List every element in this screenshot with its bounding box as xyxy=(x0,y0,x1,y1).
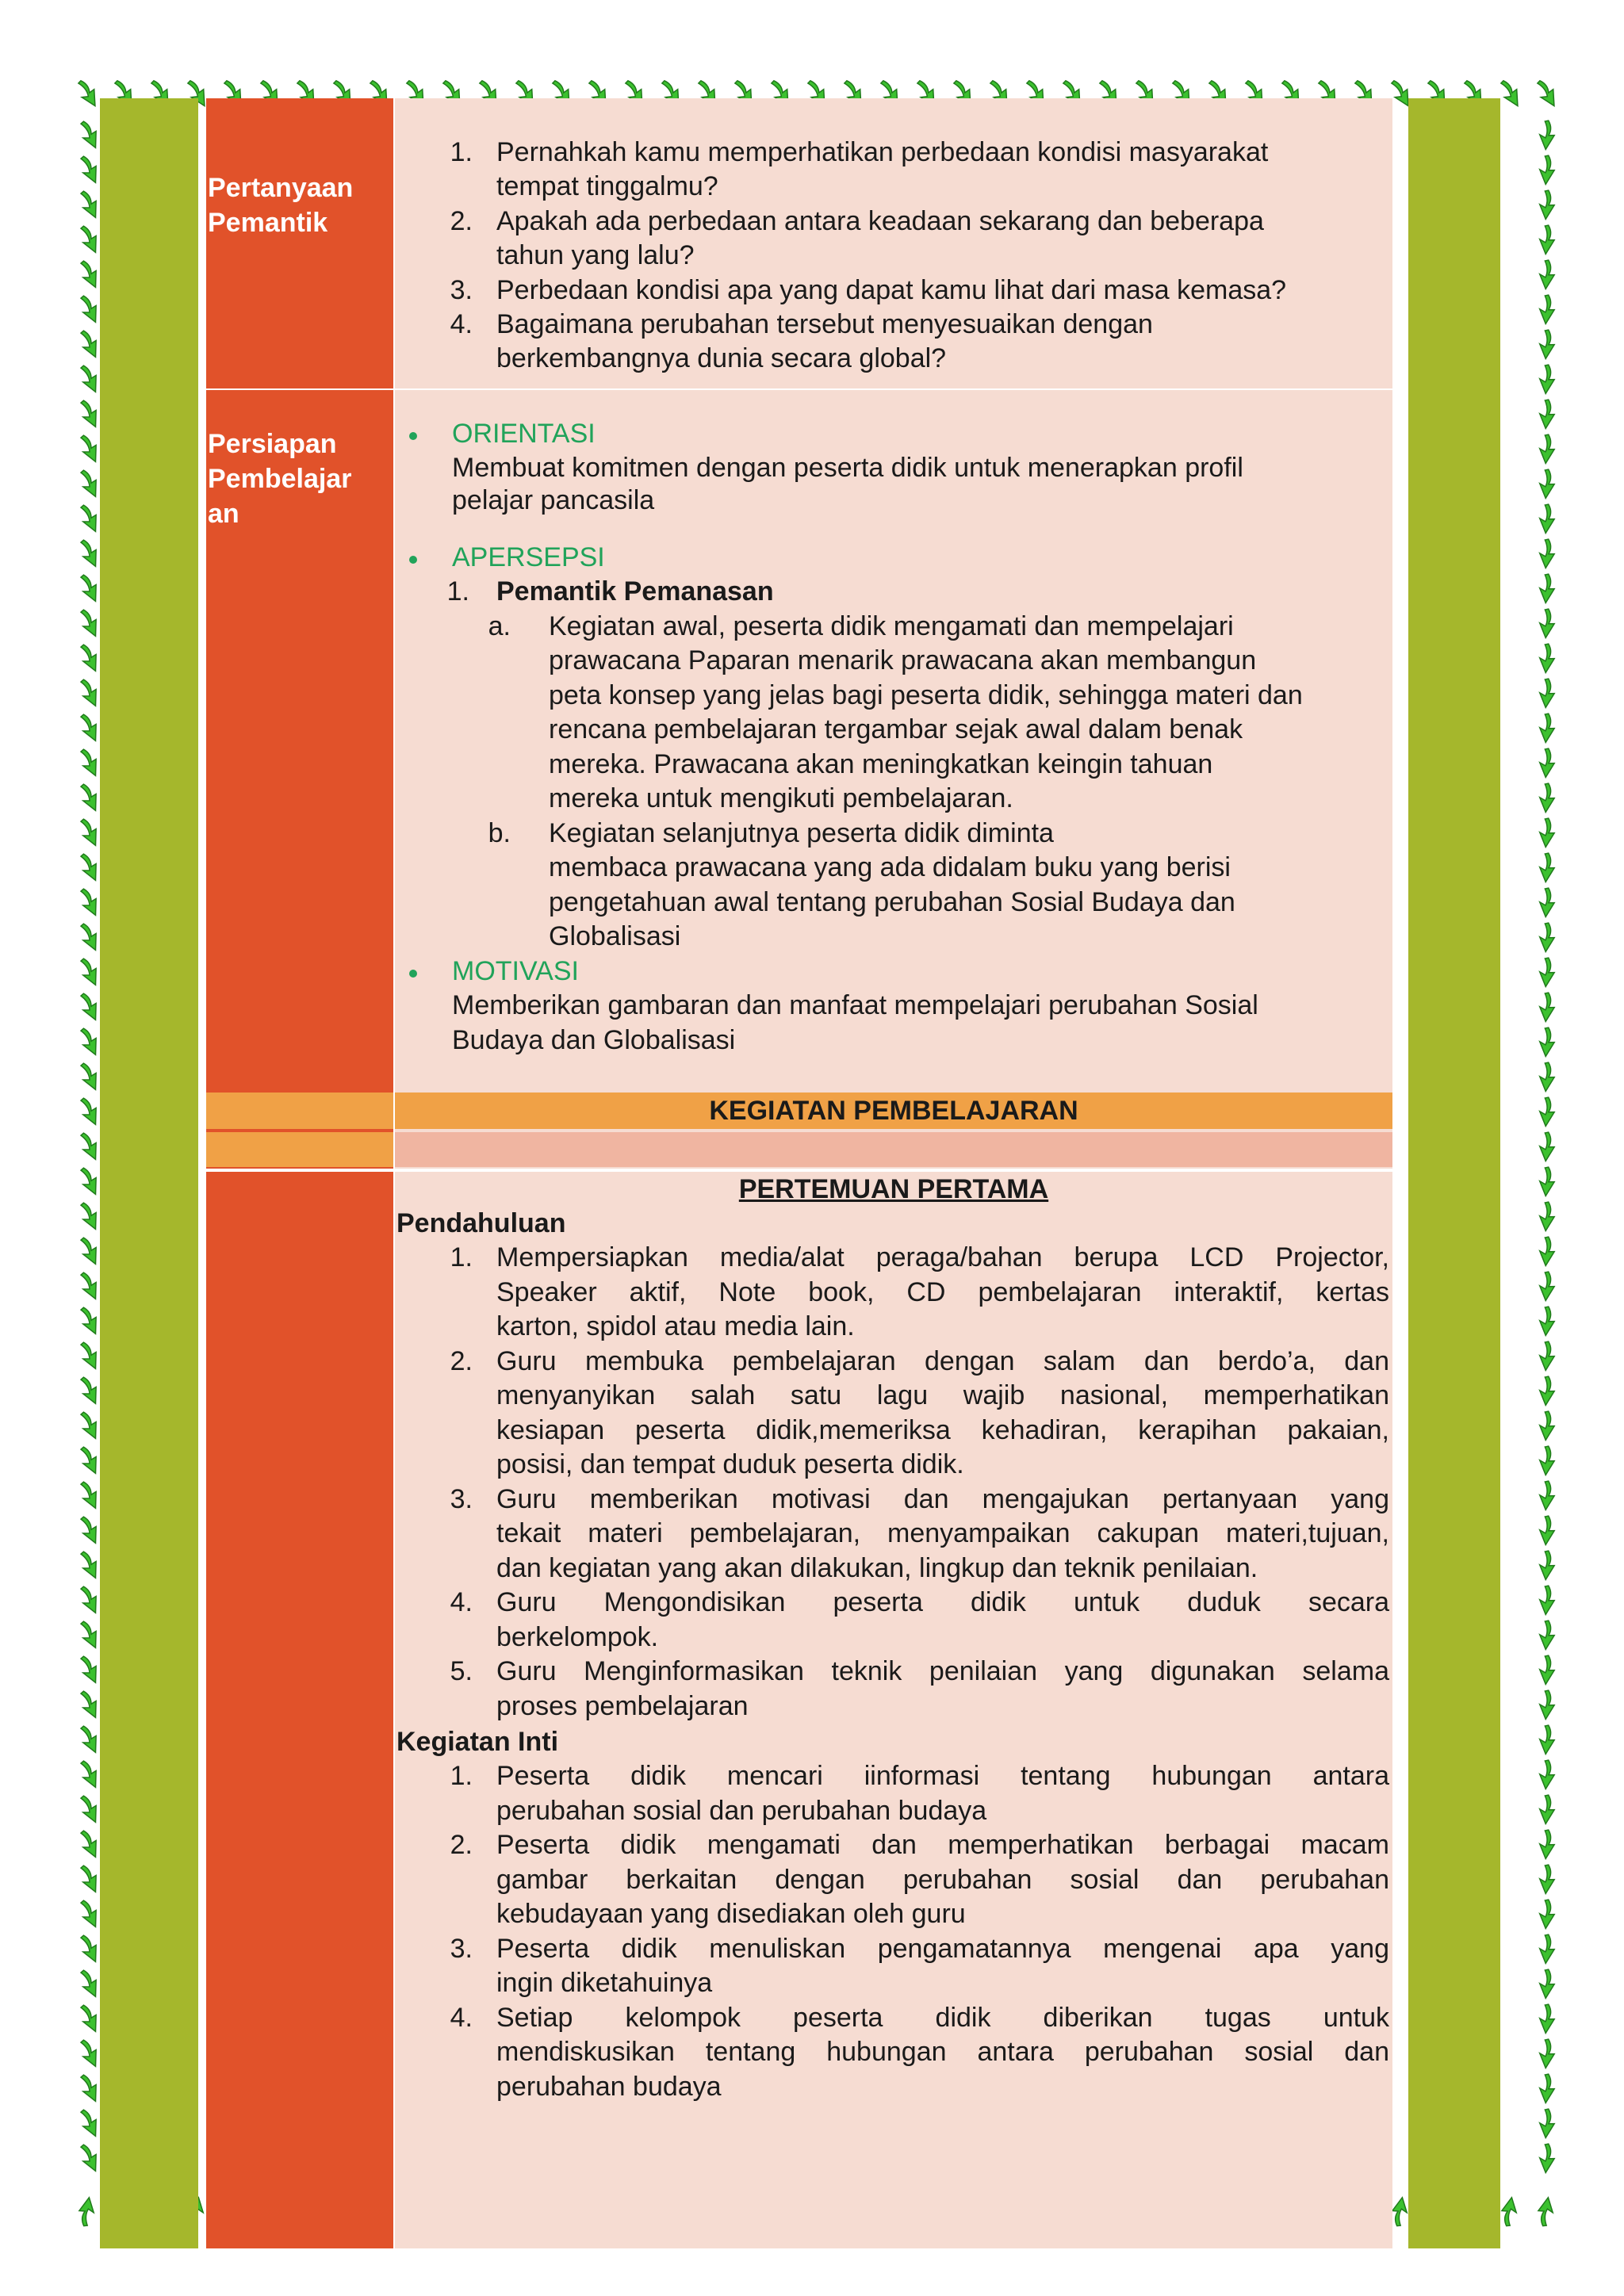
green-arrow-icon xyxy=(79,398,101,429)
bullet-icon xyxy=(409,432,417,440)
green-arrow-icon xyxy=(79,572,101,603)
list-number: 2. xyxy=(450,1345,473,1376)
green-arrow-icon xyxy=(79,1200,101,1231)
green-arrow-icon xyxy=(79,363,101,394)
green-arrow-icon xyxy=(79,1793,101,1824)
list-item-line: Guru memberikan motivasi dan mengajukan pertanyaan yang xyxy=(496,1483,1389,1514)
label-persiapan-line2: Pembelajar xyxy=(208,464,352,494)
green-arrow-icon xyxy=(79,1410,101,1441)
list-item-line: Mempersiapkan media/alat peraga/bahan berupa LCD Projector, xyxy=(496,1242,1389,1272)
green-arrow-icon xyxy=(79,293,101,324)
list-letter: a. xyxy=(488,611,511,641)
label-persiapan-line3: an xyxy=(208,499,239,529)
green-arrow-icon xyxy=(79,1933,101,1964)
green-arrow-icon xyxy=(79,921,101,952)
list-item-line: perubahan budaya xyxy=(496,2071,722,2102)
green-arrow-icon xyxy=(1537,1550,1558,1581)
green-arrow-icon xyxy=(1537,1724,1558,1755)
list-number: 5. xyxy=(450,1656,473,1686)
green-arrow-icon xyxy=(1537,224,1558,255)
green-arrow-icon xyxy=(1537,817,1558,848)
green-arrow-icon xyxy=(1537,329,1558,360)
green-arrow-icon xyxy=(79,2107,101,2138)
green-arrow-icon xyxy=(1537,294,1558,325)
green-arrow-icon xyxy=(79,224,101,254)
green-arrow-icon xyxy=(1537,1062,1558,1093)
green-arrow-icon xyxy=(1537,364,1558,395)
green-arrow-icon xyxy=(1537,1410,1558,1441)
green-arrow-icon xyxy=(1537,1445,1558,1476)
green-arrow-icon xyxy=(75,2196,98,2228)
apersepsi-heading: APERSEPSI xyxy=(452,542,605,572)
list-item-line: Perbedaan kondisi apa yang dapat kamu lihat dari masa kemasa? xyxy=(496,275,1287,305)
green-arrow-icon xyxy=(1537,783,1558,813)
green-arrow-icon xyxy=(1537,1341,1558,1372)
green-arrow-icon xyxy=(1537,1934,1558,1965)
motivasi-line: Budaya dan Globalisasi xyxy=(452,1025,736,1055)
list-item-line: dan kegiatan yang akan dilakukan, lingkup dan teknik penilaian. xyxy=(496,1552,1258,1583)
green-arrow-icon xyxy=(1537,608,1558,639)
green-arrow-icon xyxy=(79,1061,101,1092)
list-item-line: tekait materi pembelajaran, menyampaikan cakupan materi,tujuan, xyxy=(496,1518,1389,1548)
list-number: 3. xyxy=(450,1933,473,1964)
list-number: 3. xyxy=(450,1483,473,1514)
green-arrow-icon xyxy=(1537,922,1558,953)
green-arrow-icon xyxy=(1537,1969,1558,1999)
green-arrow-icon xyxy=(79,817,101,848)
list-item-line: Apakah ada perbedaan antara keadaan sekarang dan beberapa xyxy=(496,206,1264,236)
green-arrow-icon xyxy=(79,154,101,185)
green-arrow-icon xyxy=(79,328,101,359)
green-arrow-icon xyxy=(79,1514,101,1545)
green-arrow-icon xyxy=(1537,1585,1558,1616)
green-arrow-icon xyxy=(1537,1829,1558,1860)
item-a-line: mereka untuk mengikuti pembelajaran. xyxy=(549,783,1013,813)
green-arrow-icon xyxy=(79,991,101,1022)
green-arrow-icon xyxy=(1537,1620,1558,1651)
item-a-line: prawacana Paparan menarik prawacana akan membangun xyxy=(549,645,1257,675)
list-number: 2. xyxy=(450,1830,473,1860)
item-a-line: Kegiatan awal, peserta didik mengamati dan mempelajari xyxy=(549,611,1234,641)
list-item-line: ingin diketahuinya xyxy=(496,1968,713,1998)
list-number: 4. xyxy=(450,309,473,339)
green-arrow-icon xyxy=(1537,155,1558,186)
list-item-line: perubahan sosial dan perubahan budaya xyxy=(496,1795,987,1826)
green-arrow-icon xyxy=(1537,503,1558,534)
list-item-line: menyanyikan salah satu lagu wajib nasional, memperhatikan xyxy=(496,1380,1389,1410)
green-arrow-icon xyxy=(79,1340,101,1371)
list-number: 1. xyxy=(450,1761,473,1791)
green-arrow-icon xyxy=(1537,2108,1558,2139)
list-item-line: Speaker aktif, Note book, CD pembelajaran interaktif, kertas xyxy=(496,1276,1389,1307)
green-arrow-icon xyxy=(79,886,101,917)
orientasi-heading: ORIENTASI xyxy=(452,419,596,449)
green-arrow-icon xyxy=(1537,399,1558,430)
list-item-line: Guru membuka pembelajaran dengan salam dan berdo’a, dan xyxy=(496,1345,1389,1376)
list-item-line: kesiapan peserta didik,memeriksa kehadiran, kerapihan pakaian, xyxy=(496,1414,1389,1445)
list-item-line: berkembangnya dunia secara global? xyxy=(496,343,947,373)
orientasi-line: pelajar pancasila xyxy=(452,485,655,515)
list-item-line: karton, spidol atau media lain. xyxy=(496,1311,855,1341)
green-arrow-icon xyxy=(79,1549,101,1580)
list-item-line: posisi, dan tempat duduk peserta didik. xyxy=(496,1449,964,1479)
green-arrow-icon xyxy=(76,78,99,109)
list-item-line: Guru Mengondisikan peserta didik untuk duduk secara xyxy=(496,1587,1389,1617)
list-item-line: proses pembelajaran xyxy=(496,1690,749,1721)
green-arrow-icon xyxy=(1535,78,1558,109)
label-pertanyaan-pemantik: Pertanyaan Pemantik xyxy=(208,173,354,238)
green-arrow-icon xyxy=(1534,2196,1557,2228)
green-arrow-icon xyxy=(1537,2073,1558,2104)
green-arrow-icon xyxy=(79,189,101,220)
green-arrow-icon xyxy=(79,956,101,987)
orientasi-line: Membuat komitmen dengan peserta didik untuk menerapkan profil xyxy=(452,453,1243,483)
list-item-line: gambar berkaitan dengan perubahan sosial dan perubahan xyxy=(496,1864,1389,1895)
green-arrow-icon xyxy=(1537,1480,1558,1511)
list-item-line: mendiskusikan tentang hubungan antara perubahan sosial dan xyxy=(496,2037,1389,2067)
green-arrow-icon xyxy=(1537,992,1558,1023)
item-a-line: rencana pembelajaran tergambar sejak awal dalam benak xyxy=(549,714,1243,744)
green-arrow-icon xyxy=(79,1305,101,1336)
green-arrow-icon xyxy=(1537,1376,1558,1406)
green-arrow-icon xyxy=(1499,78,1522,109)
list-number: 1. xyxy=(450,137,473,167)
list-item-line: berkelompok. xyxy=(496,1621,659,1652)
list-item-line: Pernahkah kamu memperhatikan perbedaan kondisi masyarakat xyxy=(496,137,1269,167)
pemantik-pemanasan-title: Pemantik Pemanasan xyxy=(496,576,774,607)
green-arrow-icon xyxy=(1537,1027,1558,1058)
green-arrow-icon xyxy=(1537,120,1558,151)
green-arrow-icon xyxy=(79,1758,101,1789)
green-arrow-icon xyxy=(1537,2003,1558,2034)
green-arrow-icon xyxy=(79,1235,101,1266)
green-arrow-icon xyxy=(1537,713,1558,744)
green-arrow-icon xyxy=(79,503,101,534)
green-arrow-icon xyxy=(1537,1306,1558,1337)
pendahuluan-heading: Pendahuluan xyxy=(396,1208,566,1238)
list-item-line: tempat tinggalmu? xyxy=(496,171,718,201)
green-arrow-icon xyxy=(1537,2038,1558,2069)
item-a-line: mereka. Prawacana akan meningkatkan keingin tahuan xyxy=(549,749,1213,779)
green-arrow-icon xyxy=(1537,1759,1558,1790)
green-arrow-icon xyxy=(1537,2143,1558,2174)
green-arrow-icon xyxy=(79,1026,101,1057)
green-arrow-icon xyxy=(1537,538,1558,569)
green-arrow-icon xyxy=(1537,1201,1558,1232)
list-item-line: tahun yang lalu? xyxy=(496,240,695,270)
green-arrow-icon xyxy=(79,712,101,743)
green-arrow-icon xyxy=(1537,1864,1558,1895)
green-arrow-icon xyxy=(1537,678,1558,709)
green-arrow-icon xyxy=(1537,1236,1558,1267)
green-arrow-icon xyxy=(79,1445,101,1475)
green-arrow-icon xyxy=(1537,1096,1558,1127)
list-item-line: Peserta didik mencari iinformasi tentang hubungan antara xyxy=(496,1761,1389,1791)
row-divider xyxy=(206,388,1392,390)
motivasi-heading: MOTIVASI xyxy=(452,956,579,986)
list-number: 3. xyxy=(450,275,473,305)
green-arrow-icon xyxy=(1537,957,1558,988)
item-a-line: peta konsep yang jelas bagi peserta didik, sehingga materi dan xyxy=(549,680,1303,710)
green-arrow-icon xyxy=(79,1828,101,1859)
green-arrow-icon xyxy=(1497,2196,1520,2228)
green-arrow-icon xyxy=(79,2072,101,2103)
green-arrow-icon xyxy=(1537,1166,1558,1197)
pink-band xyxy=(206,1132,1392,1167)
green-arrow-icon xyxy=(79,1584,101,1615)
green-arrow-icon xyxy=(79,119,101,150)
green-arrow-icon xyxy=(79,2142,101,2173)
green-arrow-icon xyxy=(79,1131,101,1161)
item-b-line: Globalisasi xyxy=(549,921,681,951)
green-arrow-icon xyxy=(79,468,101,499)
green-arrow-icon xyxy=(79,258,101,289)
bullet-icon xyxy=(409,556,417,564)
green-arrow-icon xyxy=(1537,643,1558,674)
green-arrow-icon xyxy=(1537,852,1558,883)
green-arrow-icon xyxy=(79,642,101,673)
pertemuan-pertama-title: PERTEMUAN PERTAMA xyxy=(738,1174,1049,1204)
label-persiapan-line1: Persiapan xyxy=(208,429,337,459)
green-arrow-icon xyxy=(79,1479,101,1510)
green-arrow-icon xyxy=(79,433,101,464)
list-letter: b. xyxy=(488,818,511,848)
green-arrow-icon xyxy=(79,1863,101,1894)
green-arrow-icon xyxy=(1537,887,1558,918)
green-arrow-icon xyxy=(79,1654,101,1685)
green-arrow-icon xyxy=(79,851,101,882)
green-arrow-icon xyxy=(1537,1689,1558,1720)
green-arrow-icon xyxy=(1537,1655,1558,1686)
list-number: 1. xyxy=(450,1242,473,1272)
green-arrow-icon xyxy=(1537,1515,1558,1546)
bullet-icon xyxy=(409,970,417,978)
green-arrow-icon xyxy=(79,2003,101,2034)
green-arrow-icon xyxy=(1537,469,1558,499)
green-arrow-icon xyxy=(79,538,101,568)
green-arrow-icon xyxy=(1537,748,1558,779)
list-item-line: Bagaimana perubahan tersebut menyesuaikan dengan xyxy=(496,309,1153,339)
label-column-lower xyxy=(206,1172,393,2248)
item-b-line: pengetahuan awal tentang perubahan Sosial Budaya dan xyxy=(549,887,1235,917)
list-number: 4. xyxy=(450,1587,473,1617)
right-green-column xyxy=(1408,98,1500,2248)
green-arrow-icon xyxy=(79,782,101,813)
green-arrow-icon xyxy=(79,1898,101,1929)
list-number: 1. xyxy=(446,576,469,607)
green-arrow-icon xyxy=(79,1619,101,1650)
green-arrow-icon xyxy=(79,607,101,638)
motivasi-line: Memberikan gambaran dan manfaat mempelajari perubahan Sosial xyxy=(452,990,1258,1020)
green-arrow-icon xyxy=(79,747,101,778)
green-arrow-icon xyxy=(79,1724,101,1755)
green-arrow-icon xyxy=(79,1270,101,1301)
green-arrow-icon xyxy=(1537,1794,1558,1825)
green-arrow-icon xyxy=(79,2038,101,2068)
list-item-line: Peserta didik menuliskan pengamatannya mengenai apa yang xyxy=(496,1933,1389,1964)
green-arrow-icon xyxy=(79,1165,101,1196)
green-arrow-icon xyxy=(79,677,101,708)
green-arrow-icon xyxy=(1537,573,1558,604)
list-number: 4. xyxy=(450,2002,473,2033)
item-b-line: Kegiatan selanjutnya peserta didik diminta xyxy=(549,818,1054,848)
green-arrow-icon xyxy=(1537,434,1558,465)
list-number: 2. xyxy=(450,206,473,236)
item-b-line: membaca prawacana yang ada didalam buku yang berisi xyxy=(549,852,1231,882)
green-arrow-icon xyxy=(79,1375,101,1406)
kegiatan-inti-heading: Kegiatan Inti xyxy=(396,1727,559,1757)
green-arrow-icon xyxy=(1537,1131,1558,1162)
green-arrow-icon xyxy=(1537,1271,1558,1302)
green-arrow-icon xyxy=(1537,259,1558,290)
kegiatan-pembelajaran-title: KEGIATAN PEMBELAJARAN xyxy=(709,1096,1078,1126)
list-item-line: Setiap kelompok peserta didik diberikan tugas untuk xyxy=(496,2002,1389,2033)
green-arrow-icon xyxy=(79,1968,101,1999)
green-arrow-icon xyxy=(1537,1899,1558,1930)
left-green-column xyxy=(100,98,198,2248)
list-item-line: kebudayaan yang disediakan oleh guru xyxy=(496,1899,966,1929)
green-arrow-icon xyxy=(1537,189,1558,220)
list-item-line: Guru Menginformasikan teknik penilaian yang digunakan selama xyxy=(496,1656,1389,1686)
green-arrow-icon xyxy=(79,1689,101,1720)
list-item-line: Peserta didik mengamati dan memperhatikan berbagai macam xyxy=(496,1830,1389,1860)
green-arrow-icon xyxy=(79,1096,101,1127)
